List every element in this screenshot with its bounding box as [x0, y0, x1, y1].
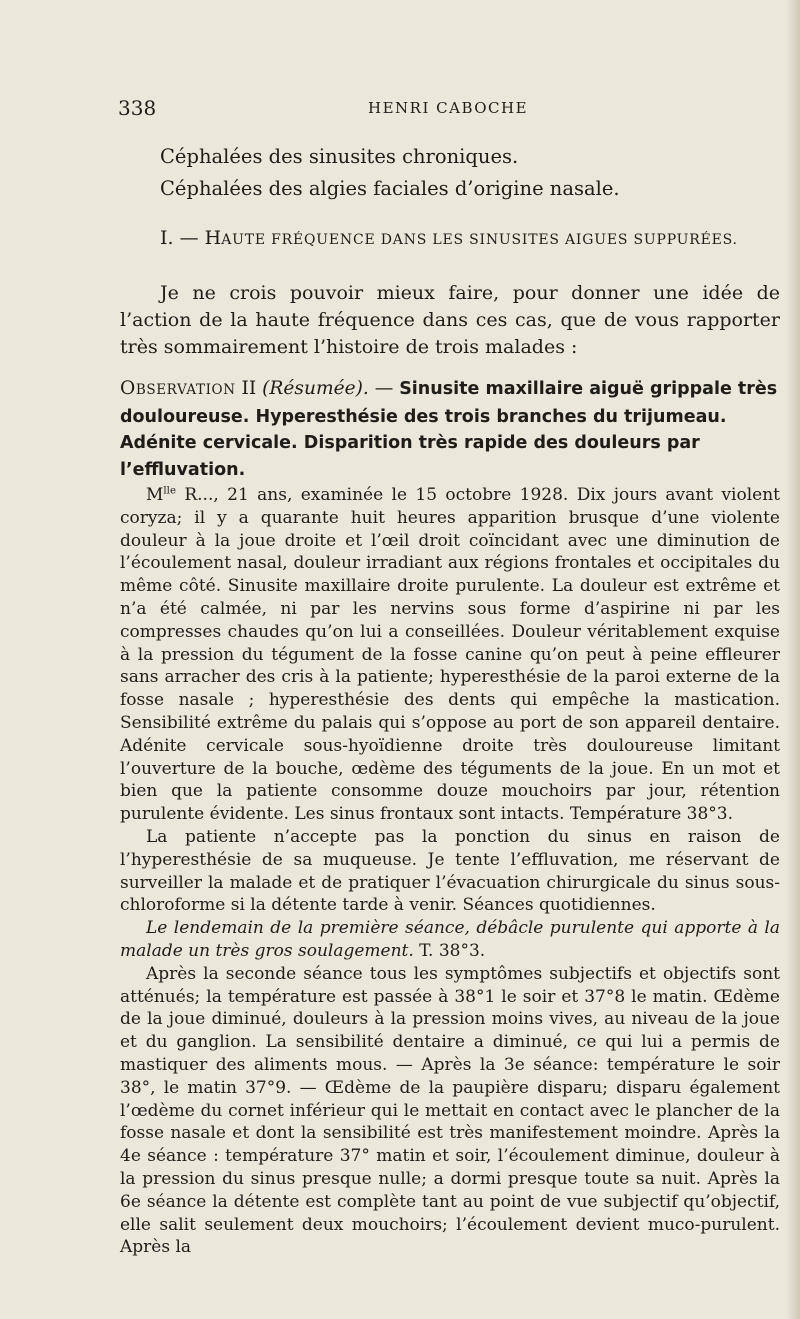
page-number: 338	[118, 96, 157, 120]
observation-dash: —	[374, 378, 394, 399]
intro-line-2: Céphalées des algies faciales d’origine nasale.	[160, 177, 620, 200]
section-first-cap: H	[204, 227, 222, 249]
observation-number: II	[241, 378, 257, 399]
intro-line-1: Céphalées des sinusites chroniques.	[160, 145, 519, 168]
observation-body	[120, 484, 780, 1259]
section-heading	[160, 227, 780, 249]
observation-title: Sinusite maxillaire aiguë grippale très douloureuse. Hyperesthésie des trois branches du trijumeau. Adénite cervicale. Disparition très rapide des douleurs par l’effluvation.	[120, 379, 778, 480]
intro-paragraph: Je ne crois pouvoir mieux faire, pour donner une idée de l’action de la haute fréquence dans ces cas, que de vous rapporter très sommairement l’histoire de trois malades :	[120, 282, 780, 358]
body-paragraph-1: $M^{lle}$ R..., 21 ans, examinée le 15 octobre 1928. Dix jours avant violent coryza; il y a quarante huit heures apparition brusque d’une violente douleur à la joue droite et l’œil droit coïncidant avec une diminution de l’écoulement nasal, douleur irradiant aux régions frontales et occipitales du même côté. Sinusite maxillaire droite purulente. La douleur est extrême et n’a été calmée, ni par les nervins sous forme d’aspirine ni par les compresses chaudes qu’on lui a conseillées. Douleur véritablement exquise à la pression du tégument de la fosse canine qu’on peut à peine effleurer sans arracher des cris à la patiente; hyperesthésie de la paroi externe de la fosse nasale ; hyperesthésie des dents qui empêche la mastication. Sensibilité extrême du palais qui s’oppose au port de son appareil dentaire. Adénite cervicale sous-hyoïdienne droite très douloureuse limitant l’ouverture de la bouche, œdème des téguments de la joue. En un mot et bien que la patiente consomme douze mouchoirs par jour, rétention purulente évidente. Les sinus frontaux sont intacts. Température 38°3.	[120, 485, 780, 825]
intro-lines	[160, 141, 620, 205]
body-paragraph-4: Après la seconde séance tous les symptômes subjectifs et objectifs sont atténués; la température est passée à 38°1 le soir et 37°8 le matin. Œdème de la joue diminué, douleurs à la pression moins vives, au niveau de la joue et du ganglion. La sensibilité dentaire a diminué, ce qui lui a permis de mastiquer des aliments mous. — Après la 3e séance: température le soir 38°, le matin 37°9. — Œdème de la paupière disparu; disparu également l’œdème du cornet inférieur qui le mettait en contact avec le plancher de la fosse nasale et dont la sensibilité est très manifestement moindre. Après la 4e séance : température 37° matin et soir, l’écoulement diminue, douleur à la pression du sinus presque nulle; a dormi presque toute sa nuit. Après la 6e séance la détente est complète tant au point de vue subjectif qu’objectif, elle salit seulement deux mouchoirs; l’écoulement devient muco-purulent. Après la	[120, 963, 780, 1258]
section-numeral: I. —	[160, 227, 199, 249]
page-edge-shadow	[786, 0, 800, 1319]
running-head: HENRI CABOCHE	[368, 99, 529, 117]
observation-label: OBSERVATION	[120, 378, 236, 399]
observation-heading	[120, 376, 780, 483]
body-paragraph-3: Le lendemain de la première séance, débâcle purulente qui apporte à la malade un très gros soulagement. T. 38°3.	[120, 918, 780, 961]
section-title: AUTE FRÉQUENCE DANS LES SINUSITES AIGUES SUPPURÉES.	[221, 232, 738, 248]
page-header	[118, 96, 678, 122]
body-paragraph-2: La patiente n’accepte pas la ponction du sinus en raison de l’hyperesthésie de sa muqueuse. Je tente l’effluvation, me réservant de surveiller la malade et de pratiquer l’évacuation chirurgicale du sinus sous-chloroforme si la détente tarde à venir. Séances quotidiennes.	[120, 826, 780, 916]
observation-resume: (Résumée).	[262, 378, 369, 399]
